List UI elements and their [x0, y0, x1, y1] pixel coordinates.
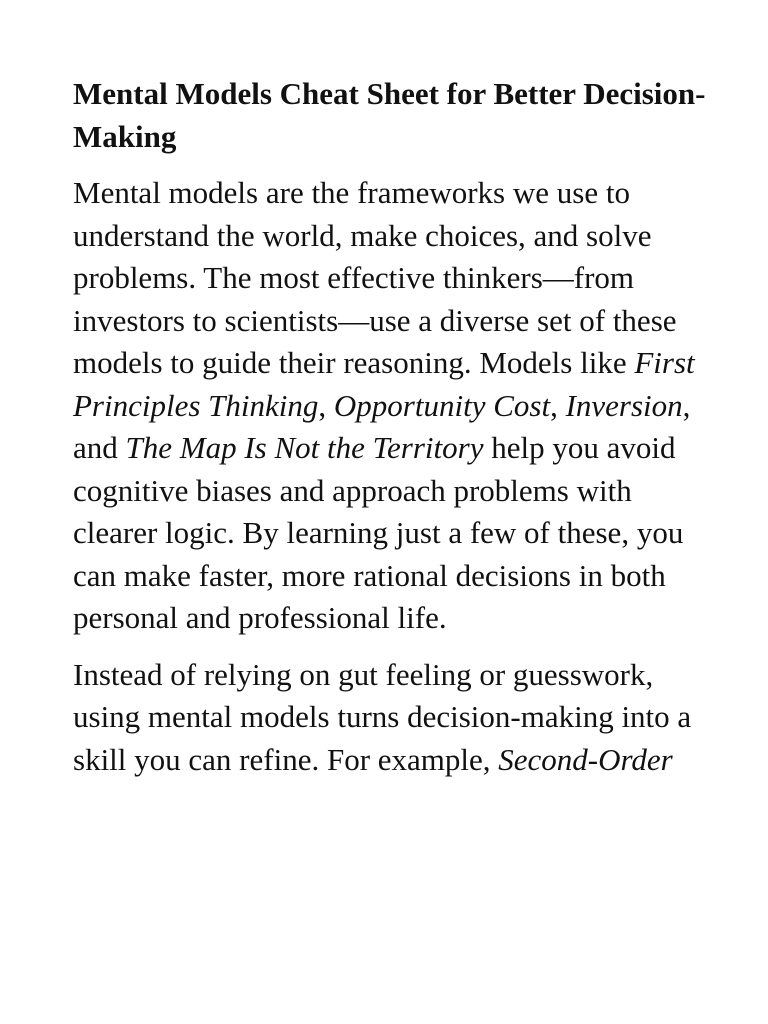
document-title: Mental Models Cheat Sheet for Better Decision-Making — [73, 76, 706, 154]
paragraph-text: , — [318, 387, 334, 423]
paragraph-text: Instead of relying on gut feeling or guesswork, using mental models turns decision-making into a skill you can refine. For example, — [73, 656, 692, 777]
paragraph-intro — [73, 172, 713, 640]
model-name-map-territory: The Map Is Not the Territory — [125, 430, 484, 465]
paragraph-text: help you avoid cognitive biases and approach problems with clearer logic. By learning just a few of these, you can make faster, more rational decisions in both personal and professional life. — [73, 430, 684, 635]
paragraph-text: , — [550, 387, 566, 423]
document-page — [73, 72, 713, 795]
model-name-second-order: Second-Order — [498, 741, 673, 777]
paragraph-text: , and — [73, 387, 691, 465]
model-name-inversion: Inversion — [565, 387, 683, 423]
paragraph-skill — [73, 654, 713, 782]
model-name-first-principles: First Principles Thinking — [73, 345, 695, 423]
paragraph-text: Mental models are the frameworks we use to understand the world, make choices, and solve problems. The most effective thinkers—from investors to scientists—use a diverse set of these models to guide their reasoning. Models like — [73, 175, 677, 380]
model-name-opportunity-cost: Opportunity Cost — [333, 387, 551, 423]
